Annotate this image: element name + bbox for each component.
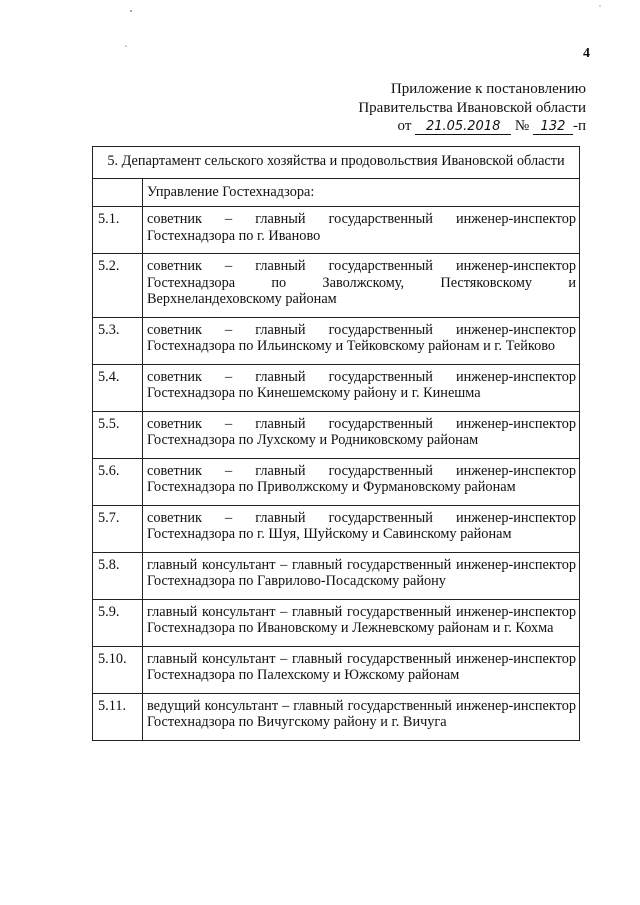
row-number: 5.9.	[93, 599, 143, 646]
scan-speck	[130, 10, 132, 12]
row-number: 5.6.	[93, 458, 143, 505]
header-line-2: Правительства Ивановской области	[358, 99, 586, 116]
page-number: 4	[583, 46, 590, 61]
row-number: 5.3.	[93, 317, 143, 364]
position-title: советник – главный государственный инженер-инспектор Гостехнадзора по Ильинскому и Тейковскому районам и г. Тейково	[143, 317, 580, 364]
position-title: главный консультант – главный государственный инженер-инспектор Гостехнадзора по Гаврилово-Посадскому району	[143, 552, 580, 599]
table-row	[93, 693, 580, 740]
position-title: главный консультант – главный государственный инженер-инспектор Гостехнадзора по Ивановскому и Лежневскому районам и г. Кохма	[143, 599, 580, 646]
document-header	[358, 80, 586, 136]
position-title: советник – главный государственный инженер-инспектор Гостехнадзора по Заволжскому, Пестяковскому и Верхнеландеховскому районам	[143, 254, 580, 318]
table-row	[93, 254, 580, 318]
row-number: 5.4.	[93, 364, 143, 411]
table-row	[93, 364, 580, 411]
table-row	[93, 317, 580, 364]
table-row	[93, 505, 580, 552]
number-prefix: №	[514, 118, 530, 134]
row-number: 5.8.	[93, 552, 143, 599]
row-number: 5.11.	[93, 693, 143, 740]
row-number: 5.7.	[93, 505, 143, 552]
row-number: 5.5.	[93, 411, 143, 458]
row-number: 5.1.	[93, 207, 143, 254]
table-row	[93, 646, 580, 693]
table-row	[93, 599, 580, 646]
positions-table	[92, 146, 580, 741]
scan-speck	[599, 5, 601, 7]
position-title: советник – главный государственный инженер-инспектор Гостехнадзора по г. Шуя, Шуйскому и Савинскому районам	[143, 505, 580, 552]
table-row	[93, 458, 580, 505]
number-suffix: -п	[572, 118, 586, 134]
date-prefix: от	[397, 118, 412, 134]
table-row	[93, 207, 580, 254]
position-title: главный консультант – главный государственный инженер-инспектор Гостехнадзора по Палехскому и Южскому районам	[143, 646, 580, 693]
section-row	[93, 178, 580, 207]
header-date-line	[358, 117, 586, 136]
handwritten-number: 132	[533, 119, 573, 135]
position-title: советник – главный государственный инженер-инспектор Гостехнадзора по Кинешемскому району и г. Кинешма	[143, 364, 580, 411]
row-number: 5.10.	[93, 646, 143, 693]
position-title: советник – главный государственный инженер-инспектор Гостехнадзора по Приволжскому и Фурмановскому районам	[143, 458, 580, 505]
header-line-1: Приложение к постановлению	[390, 81, 586, 97]
department-title: 5. Департамент сельского хозяйства и продовольствия Ивановской области	[93, 147, 580, 179]
handwritten-date: 21.05.2018	[415, 119, 511, 135]
position-title: советник – главный государственный инженер-инспектор Гостехнадзора по г. Иваново	[143, 207, 580, 254]
table-row	[93, 411, 580, 458]
section-label: Управление Гостехнадзора:	[143, 178, 580, 207]
scan-speck	[125, 45, 127, 47]
department-row	[93, 147, 580, 179]
row-number: 5.2.	[93, 254, 143, 318]
position-title: ведущий консультант – главный государственный инженер-инспектор Гостехнадзора по Вичугскому району и г. Вичуга	[143, 693, 580, 740]
table-row	[93, 552, 580, 599]
position-title: советник – главный государственный инженер-инспектор Гостехнадзора по Лухскому и Родниковскому районам	[143, 411, 580, 458]
empty-number-cell	[93, 178, 143, 207]
